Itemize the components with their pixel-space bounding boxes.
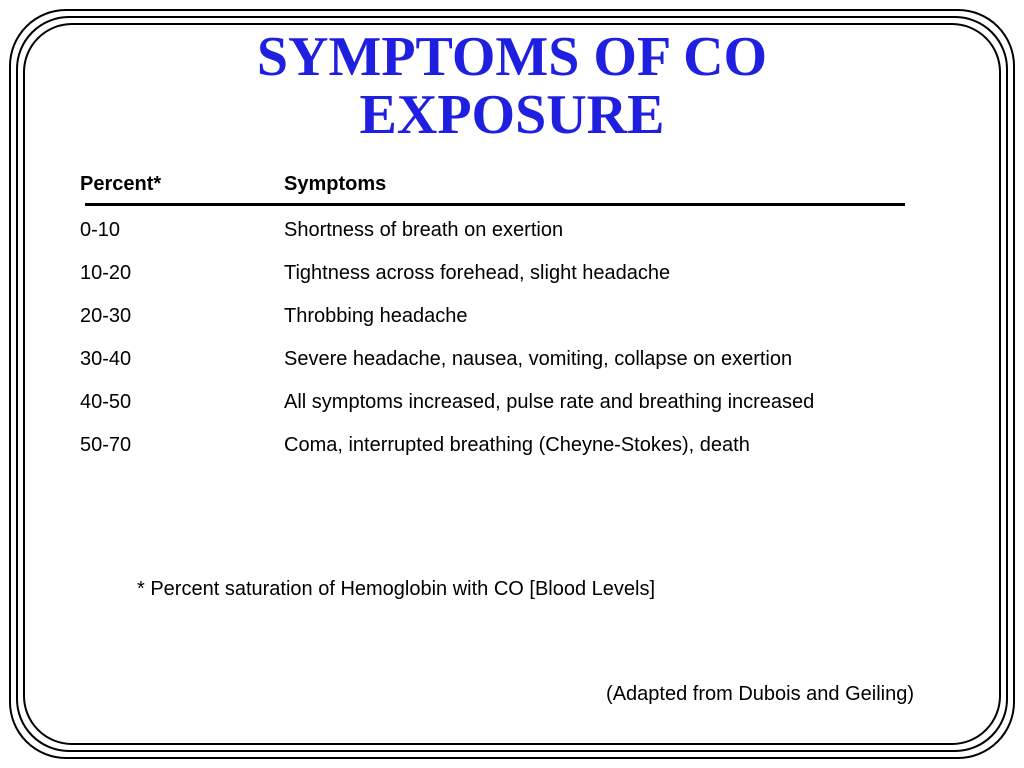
table-row bbox=[80, 259, 910, 288]
row-symptoms: Severe headache, nausea, vomiting, collapse on exertion bbox=[284, 348, 793, 370]
table-row bbox=[80, 216, 910, 245]
slide-title bbox=[0, 28, 1024, 144]
title-line-2: EXPOSURE bbox=[359, 84, 665, 146]
row-percent: 0-10 bbox=[80, 219, 121, 241]
table-row bbox=[80, 345, 910, 374]
header-rule bbox=[85, 203, 905, 206]
row-percent: 10-20 bbox=[80, 262, 132, 284]
row-symptoms: Shortness of breath on exertion bbox=[284, 219, 564, 241]
row-symptoms: Throbbing headache bbox=[284, 305, 468, 327]
header-percent: Percent* bbox=[80, 172, 162, 195]
table-header bbox=[80, 170, 910, 198]
table-row bbox=[80, 388, 910, 417]
symptoms-table bbox=[80, 170, 910, 474]
row-percent: 30-40 bbox=[80, 348, 132, 370]
source-citation: (Adapted from Dubois and Geiling) bbox=[606, 683, 914, 705]
row-symptoms: All symptoms increased, pulse rate and breathing increased bbox=[284, 391, 815, 413]
header-symptoms: Symptoms bbox=[284, 172, 387, 195]
row-percent: 40-50 bbox=[80, 391, 132, 413]
footnote: * Percent saturation of Hemoglobin with CO [Blood Levels] bbox=[137, 578, 656, 600]
row-percent: 50-70 bbox=[80, 434, 132, 456]
row-symptoms: Tightness across forehead, slight headache bbox=[284, 262, 671, 284]
row-symptoms: Coma, interrupted breathing (Cheyne-Stokes), death bbox=[284, 434, 750, 456]
table-row bbox=[80, 302, 910, 331]
table-row bbox=[80, 431, 910, 460]
row-percent: 20-30 bbox=[80, 305, 132, 327]
title-line-1: SYMPTOMS OF CO bbox=[256, 26, 768, 88]
